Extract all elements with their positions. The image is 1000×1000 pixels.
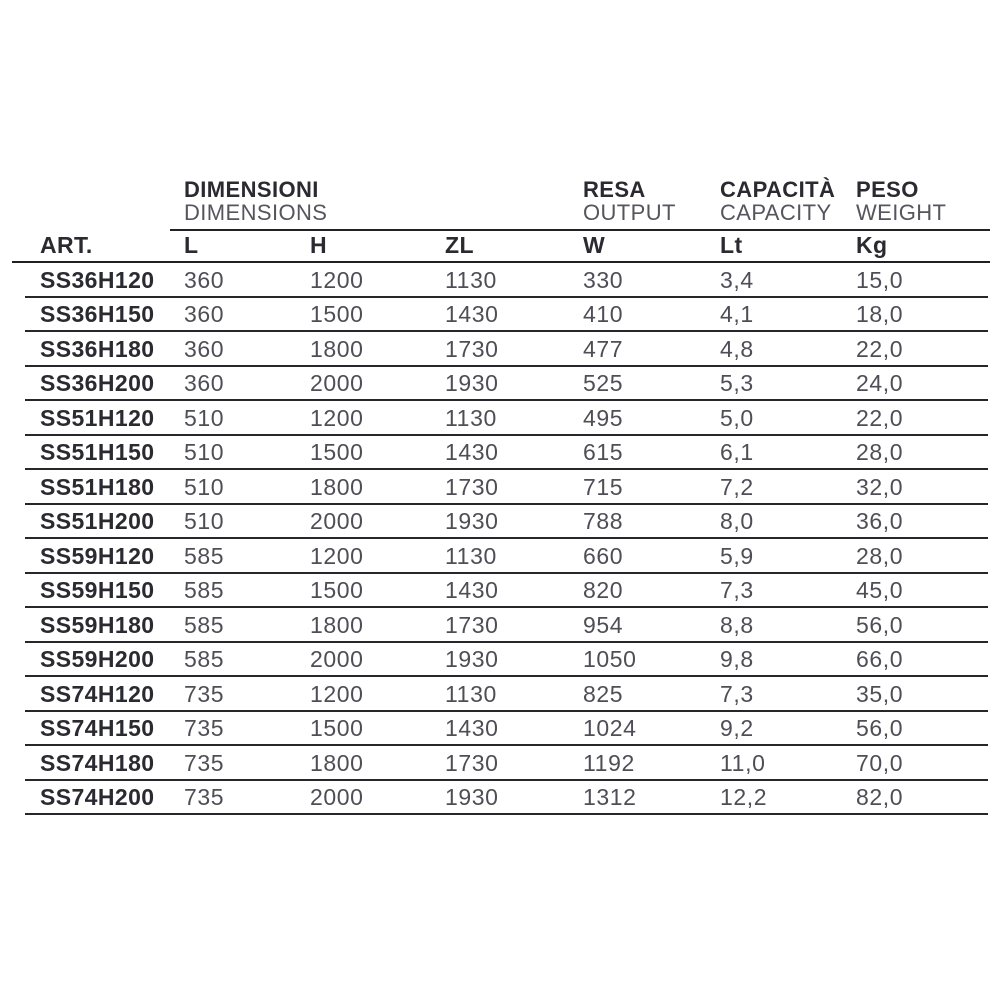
art-cell: SS36H180 (40, 335, 155, 362)
l-cell: 510 (184, 508, 225, 535)
kg-cell: 36,0 (856, 508, 904, 535)
lt-cell: 7,2 (720, 473, 754, 500)
l-cell: 360 (184, 266, 225, 293)
kg-cell: 24,0 (856, 370, 904, 397)
w-cell: 788 (583, 508, 624, 535)
table-row (12, 677, 990, 712)
zl-cell: 1130 (445, 680, 497, 707)
w-cell: 615 (583, 439, 624, 466)
zl-cell: 1730 (445, 335, 499, 362)
table-row (12, 781, 990, 816)
w-cell: 1050 (583, 646, 637, 673)
table-row (12, 712, 990, 747)
table-row (12, 401, 990, 436)
lt-cell: 4,1 (720, 301, 754, 328)
table-row (12, 505, 990, 540)
kg-cell: 22,0 (856, 404, 904, 431)
table-row (12, 367, 990, 402)
zl-cell: 1430 (445, 577, 499, 604)
l-cell: 735 (184, 749, 225, 776)
w-cell: 410 (583, 301, 624, 328)
table-row (12, 539, 990, 574)
lt-cell: 11,0 (720, 749, 766, 776)
art-cell: SS59H150 (40, 577, 155, 604)
l-cell: 510 (184, 404, 225, 431)
column-header-art: ART. (40, 231, 93, 258)
column-header-row (12, 229, 990, 263)
art-cell: SS59H200 (40, 646, 155, 673)
column-header-w: W (583, 231, 606, 258)
table-row (12, 574, 990, 609)
l-cell: 735 (184, 715, 225, 742)
lt-cell: 7,3 (720, 680, 754, 707)
h-cell: 2000 (310, 646, 364, 673)
art-cell: SS59H120 (40, 542, 155, 569)
art-cell: SS36H120 (40, 266, 155, 293)
lt-cell: 5,9 (720, 542, 754, 569)
kg-cell: 45,0 (856, 577, 904, 604)
art-cell: SS36H150 (40, 301, 155, 328)
l-cell: 360 (184, 335, 225, 362)
art-cell: SS59H180 (40, 611, 155, 638)
l-cell: 735 (184, 680, 225, 707)
lt-cell: 9,8 (720, 646, 754, 673)
w-cell: 1312 (583, 784, 637, 811)
w-cell: 477 (583, 335, 624, 362)
w-cell: 820 (583, 577, 624, 604)
h-cell: 2000 (310, 370, 364, 397)
zl-cell: 1730 (445, 473, 499, 500)
h-cell: 1200 (310, 680, 364, 707)
art-cell: SS74H150 (40, 715, 155, 742)
table-row (12, 298, 990, 333)
zl-cell: 1730 (445, 611, 499, 638)
table-row (12, 436, 990, 471)
l-cell: 585 (184, 611, 225, 638)
l-cell: 360 (184, 301, 225, 328)
table-row (12, 643, 990, 678)
lt-cell: 5,3 (720, 370, 754, 397)
art-cell: SS51H120 (40, 404, 155, 431)
kg-cell: 66,0 (856, 646, 904, 673)
column-header-lt: Lt (720, 231, 743, 258)
art-cell: SS74H180 (40, 749, 155, 776)
kg-cell: 56,0 (856, 715, 904, 742)
zl-cell: 1930 (445, 370, 499, 397)
group-label-it: DIMENSIONI (184, 177, 319, 202)
art-cell: SS51H200 (40, 508, 155, 535)
group-header-capacity (720, 179, 856, 231)
group-header-dimensions (170, 179, 583, 231)
h-cell: 1500 (310, 439, 364, 466)
art-cell: SS36H200 (40, 370, 155, 397)
group-header-spacer (12, 179, 170, 231)
kg-cell: 28,0 (856, 439, 904, 466)
column-header-kg: Kg (856, 231, 888, 258)
h-cell: 1800 (310, 335, 364, 362)
zl-cell: 1430 (445, 439, 499, 466)
lt-cell: 5,0 (720, 404, 754, 431)
zl-cell: 1130 (445, 542, 497, 569)
kg-cell: 56,0 (856, 611, 904, 638)
w-cell: 660 (583, 542, 624, 569)
l-cell: 510 (184, 473, 225, 500)
table-row (12, 746, 990, 781)
art-cell: SS74H200 (40, 784, 155, 811)
column-header-h: H (310, 231, 328, 258)
w-cell: 1192 (583, 749, 635, 776)
column-header-zl: ZL (445, 231, 474, 258)
h-cell: 1800 (310, 473, 364, 500)
table-row (12, 470, 990, 505)
lt-cell: 8,0 (720, 508, 754, 535)
h-cell: 2000 (310, 508, 364, 535)
l-cell: 735 (184, 784, 225, 811)
h-cell: 1200 (310, 404, 364, 431)
kg-cell: 82,0 (856, 784, 904, 811)
lt-cell: 12,2 (720, 784, 768, 811)
h-cell: 1800 (310, 611, 364, 638)
zl-cell: 1130 (445, 266, 497, 293)
w-cell: 715 (583, 473, 624, 500)
kg-cell: 35,0 (856, 680, 904, 707)
w-cell: 825 (583, 680, 624, 707)
zl-cell: 1930 (445, 784, 499, 811)
column-header-l: L (184, 231, 199, 258)
l-cell: 585 (184, 577, 225, 604)
art-cell: SS51H150 (40, 439, 155, 466)
w-cell: 495 (583, 404, 624, 431)
kg-cell: 32,0 (856, 473, 904, 500)
lt-cell: 6,1 (720, 439, 754, 466)
w-cell: 525 (583, 370, 624, 397)
zl-cell: 1730 (445, 749, 499, 776)
group-label-it: RESA (583, 177, 646, 202)
l-cell: 510 (184, 439, 225, 466)
table-row (12, 608, 990, 643)
h-cell: 1500 (310, 577, 364, 604)
table-row (12, 332, 990, 367)
art-cell: SS51H180 (40, 473, 155, 500)
h-cell: 1800 (310, 749, 364, 776)
group-label-it: PESO (856, 177, 919, 202)
w-cell: 330 (583, 266, 624, 293)
art-cell: SS74H120 (40, 680, 155, 707)
w-cell: 954 (583, 611, 624, 638)
w-cell: 1024 (583, 715, 637, 742)
l-cell: 360 (184, 370, 225, 397)
kg-cell: 70,0 (856, 749, 904, 776)
group-header-output (583, 179, 720, 231)
spec-table (12, 179, 990, 815)
group-label-en: DIMENSIONS (184, 200, 328, 225)
lt-cell: 9,2 (720, 715, 754, 742)
kg-cell: 18,0 (856, 301, 904, 328)
table-row (12, 263, 990, 298)
kg-cell: 28,0 (856, 542, 904, 569)
kg-cell: 15,0 (856, 266, 904, 293)
zl-cell: 1130 (445, 404, 497, 431)
lt-cell: 4,8 (720, 335, 754, 362)
l-cell: 585 (184, 542, 225, 569)
zl-cell: 1930 (445, 508, 499, 535)
group-label-en: OUTPUT (583, 200, 676, 225)
kg-cell: 22,0 (856, 335, 904, 362)
lt-cell: 8,8 (720, 611, 754, 638)
group-header-weight (856, 179, 990, 231)
h-cell: 1500 (310, 301, 364, 328)
zl-cell: 1430 (445, 715, 499, 742)
zl-cell: 1930 (445, 646, 499, 673)
group-label-en: WEIGHT (856, 200, 947, 225)
h-cell: 1500 (310, 715, 364, 742)
lt-cell: 7,3 (720, 577, 754, 604)
zl-cell: 1430 (445, 301, 499, 328)
h-cell: 1200 (310, 542, 364, 569)
group-label-it: CAPACITÀ (720, 177, 836, 202)
lt-cell: 3,4 (720, 266, 754, 293)
h-cell: 2000 (310, 784, 364, 811)
group-header-row (12, 179, 990, 229)
l-cell: 585 (184, 646, 225, 673)
h-cell: 1200 (310, 266, 364, 293)
table-body (12, 263, 990, 815)
group-label-en: CAPACITY (720, 200, 832, 225)
